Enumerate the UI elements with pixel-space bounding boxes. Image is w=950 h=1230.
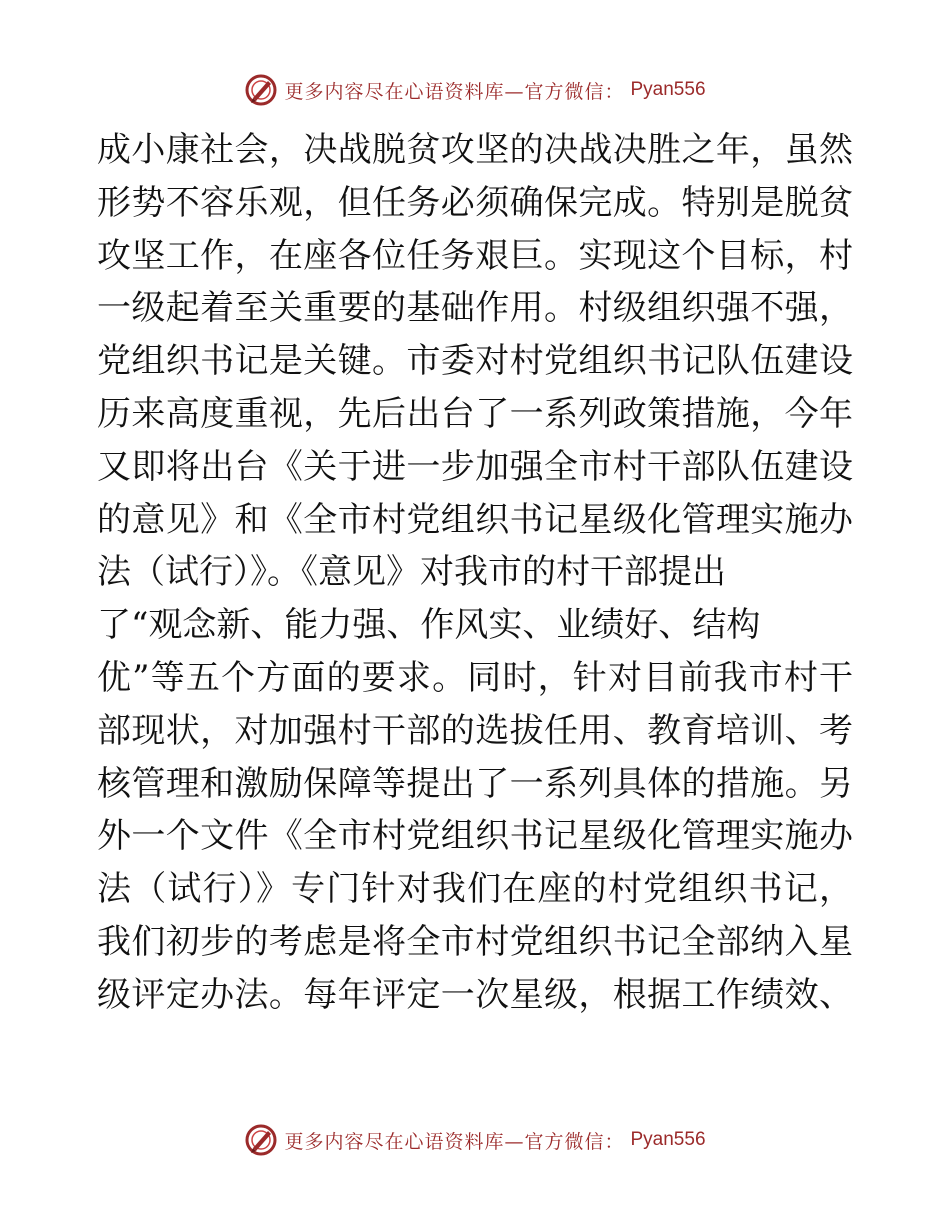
text-line: 部现状，对加强村干部的选拔任用、教育培训、考: [97, 710, 853, 751]
text-line: 优”等五个方面的要求。同时，针对目前我市村干: [97, 657, 853, 698]
header-banner: [0, 70, 950, 110]
text-line: 核管理和激励保障等提出了一系列具体的措施。另: [97, 763, 853, 804]
footer-text: 更多内容尽在心语资料库—官方微信：: [284, 1130, 625, 1153]
footer-handle: Pyan556: [630, 1129, 706, 1150]
text-line: 法（试行）》。《意见》对我市的村干部提出: [97, 552, 726, 593]
text-line: 法（试行）》专门针对我们在座的村党组织书记，: [97, 869, 853, 910]
text-line: 我们初步的考虑是将全市村党组织书记全部纳入星: [97, 921, 853, 962]
pen-logo-icon: [244, 1123, 278, 1157]
footer-banner: [0, 1120, 950, 1160]
pen-logo-icon: [244, 73, 278, 107]
text-line: 成小康社会，决战脱贫攻坚的决战决胜之年，虽然: [97, 130, 853, 170]
text-line: 攻坚工作，在座各位任务艰巨。实现这个目标，村: [97, 235, 853, 276]
text-line: 党组织书记是关键。市委对村党组织书记队伍建设: [97, 341, 853, 382]
text-line: 又即将出台《关于进一步加强全市村干部队伍建设: [97, 446, 853, 487]
text-line: 级评定办法。每年评定一次星级，根据工作绩效、: [97, 974, 853, 1015]
text-line: 外一个文件《全市村党组织书记星级化管理实施办: [97, 816, 853, 857]
text-line: 的意见》和《全市村党组织书记星级化管理实施办: [97, 499, 853, 540]
text-line: 了“观念新、能力强、作风实、业绩好、结构: [97, 605, 761, 646]
header-handle: Pyan556: [630, 79, 706, 100]
text-line: 形势不容乐观，但任务必须确保完成。特别是脱贫: [97, 182, 853, 223]
document-body: [97, 124, 853, 1022]
text-line: 一级起着至关重要的基础作用。村级组织强不强，: [97, 288, 853, 329]
header-text: 更多内容尽在心语资料库—官方微信：: [284, 80, 625, 103]
text-line: 历来高度重视，先后出台了一系列政策措施，今年: [97, 393, 853, 434]
